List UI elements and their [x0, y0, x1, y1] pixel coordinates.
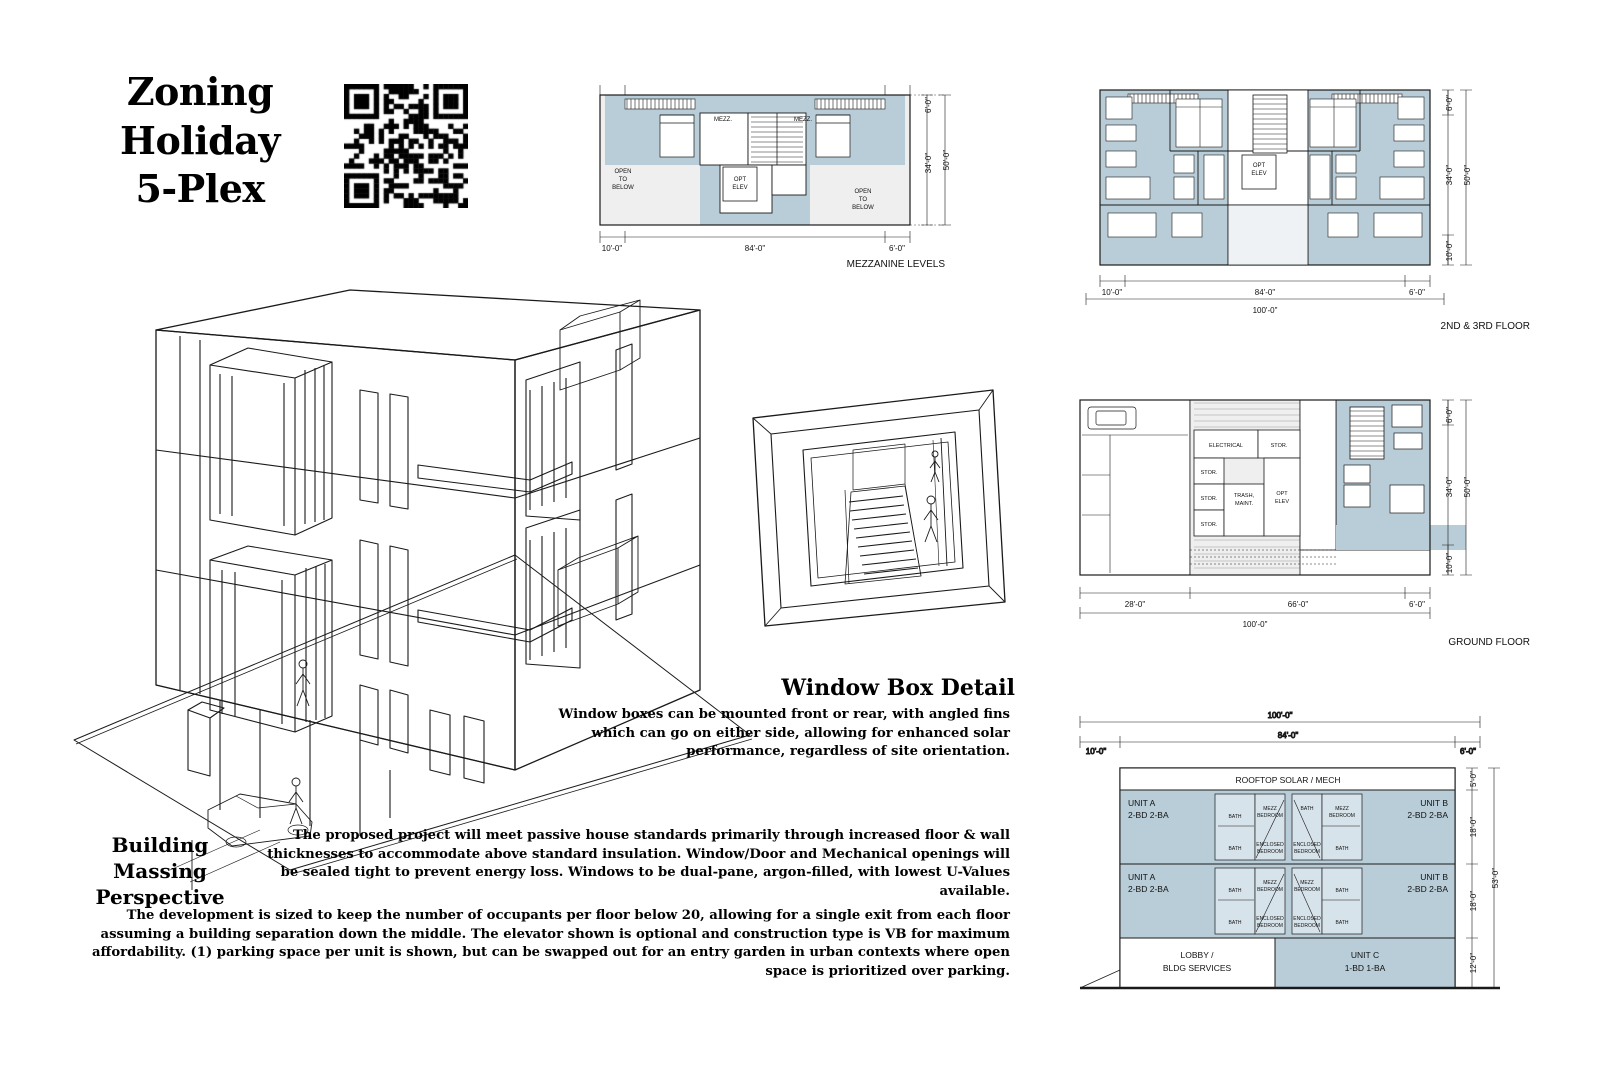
- svg-text:34'-0": 34'-0": [924, 152, 933, 174]
- svg-text:TRASH,: TRASH,: [1233, 493, 1255, 499]
- ground-floor-plan-panel: [1060, 375, 1560, 665]
- svg-text:BATH: BATH: [1335, 888, 1349, 894]
- svg-text:6'-0": 6'-0": [1409, 600, 1425, 609]
- svg-text:TO: TO: [618, 177, 628, 183]
- svg-text:BELOW: BELOW: [852, 205, 874, 211]
- perspective-caption-line-3: Perspective: [95, 885, 225, 909]
- svg-text:MEZZ: MEZZ: [1263, 806, 1277, 812]
- upper-floor-plan-label: 2ND & 3RD FLOOR: [1440, 321, 1530, 332]
- perspective-caption-line-2: Massing: [113, 859, 207, 883]
- qr-code: [344, 84, 468, 208]
- svg-text:84'-0": 84'-0": [1277, 731, 1299, 740]
- svg-text:2-BD 2-BA: 2-BD 2-BA: [1407, 810, 1448, 820]
- svg-text:12'-0": 12'-0": [1469, 952, 1478, 974]
- perspective-caption: [70, 832, 250, 910]
- svg-text:ENCLOSED: ENCLOSED: [1293, 842, 1321, 848]
- svg-text:18'-0": 18'-0": [1469, 890, 1478, 912]
- svg-text:100'-0": 100'-0": [1267, 711, 1293, 720]
- svg-text:UNIT B: UNIT B: [1420, 798, 1448, 808]
- building-section-panel: [1060, 700, 1560, 1015]
- svg-text:UNIT A: UNIT A: [1128, 798, 1156, 808]
- svg-text:BATH: BATH: [1335, 846, 1349, 852]
- svg-text:MEZZ.: MEZZ.: [714, 117, 732, 123]
- svg-text:18'-0": 18'-0": [1469, 816, 1478, 838]
- svg-text:50'-0": 50'-0": [942, 149, 951, 171]
- svg-text:6'-0": 6'-0": [924, 97, 933, 113]
- svg-text:UNIT A: UNIT A: [1128, 872, 1156, 882]
- svg-text:2-BD 2-BA: 2-BD 2-BA: [1407, 884, 1448, 894]
- svg-text:6'-0": 6'-0": [1445, 95, 1454, 111]
- svg-text:100'-0": 100'-0": [1252, 306, 1278, 315]
- window-box-paragraph-3: The development is sized to keep the number of occupants per floor below 20, allowing for a single exit from each floor assuming a building separation down the middle. The elevator shown is optional and construction type is VB for maximum affordability. (1) parking space per unit is shown, but can be swapped out for an entry garden in urban contexts where open space is prioritized over parking.: [91, 908, 1010, 980]
- window-box-detail-heading: Window Box Detail: [781, 675, 1015, 701]
- building-massing-perspective: [60, 270, 760, 890]
- svg-text:6'-0": 6'-0": [889, 244, 905, 253]
- svg-text:LOBBY /: LOBBY /: [1180, 950, 1214, 960]
- title-line-3: 5-Plex: [135, 166, 265, 212]
- perspective-caption-line-1: Building: [111, 833, 209, 857]
- svg-text:UNIT C: UNIT C: [1350, 950, 1380, 960]
- svg-text:34'-0": 34'-0": [1445, 476, 1454, 498]
- svg-text:BATH: BATH: [1228, 814, 1242, 820]
- svg-text:BEDROOM: BEDROOM: [1294, 923, 1320, 929]
- svg-text:6'-0": 6'-0": [1409, 288, 1425, 297]
- svg-text:2-BD 2-BA: 2-BD 2-BA: [1128, 884, 1169, 894]
- svg-text:MEZZ: MEZZ: [1335, 806, 1349, 812]
- section-roof-label: ROOFTOP SOLAR / MECH: [1235, 775, 1341, 785]
- svg-text:100'-0": 100'-0": [1242, 620, 1268, 629]
- title-line-2: Holiday: [120, 117, 280, 163]
- svg-text:28'-0": 28'-0": [1124, 600, 1146, 609]
- svg-text:BEDROOM: BEDROOM: [1257, 887, 1283, 893]
- svg-text:ENCLOSED: ENCLOSED: [1256, 842, 1284, 848]
- svg-text:MEZZ.: MEZZ.: [794, 117, 812, 123]
- svg-text:OPT: OPT: [1252, 163, 1266, 169]
- svg-text:10'-0": 10'-0": [1101, 288, 1123, 297]
- mezzanine-plan-label: MEZZANINE LEVELS: [846, 259, 945, 270]
- svg-text:10'-0": 10'-0": [1445, 240, 1454, 262]
- svg-text:84'-0": 84'-0": [744, 244, 766, 253]
- svg-text:BEDROOM: BEDROOM: [1294, 849, 1320, 855]
- svg-text:STOR.: STOR.: [1200, 496, 1218, 502]
- svg-text:BATH: BATH: [1228, 846, 1242, 852]
- svg-text:OPEN: OPEN: [854, 189, 872, 195]
- svg-text:ENCLOSED: ENCLOSED: [1256, 916, 1284, 922]
- svg-text:BATH: BATH: [1300, 806, 1314, 812]
- upper-floor-plan-panel: [1060, 55, 1560, 345]
- svg-text:BLDG SERVICES: BLDG SERVICES: [1162, 963, 1232, 973]
- svg-text:BATH: BATH: [1228, 920, 1242, 926]
- svg-text:10'-0": 10'-0": [1085, 747, 1107, 756]
- ground-floor-plan-label: GROUND FLOOR: [1448, 637, 1530, 648]
- svg-text:5'-0": 5'-0": [1469, 771, 1478, 787]
- window-box-detail-drawing: [745, 380, 1010, 630]
- svg-text:50'-0": 50'-0": [1463, 476, 1472, 498]
- svg-text:BELOW: BELOW: [612, 185, 634, 191]
- svg-text:ELECTRICAL: ELECTRICAL: [1209, 443, 1243, 449]
- svg-text:53'-0": 53'-0": [1491, 867, 1500, 889]
- svg-text:34'-0": 34'-0": [1445, 164, 1454, 186]
- svg-text:BEDROOM: BEDROOM: [1294, 887, 1320, 893]
- svg-text:TO: TO: [858, 197, 868, 203]
- svg-text:OPT: OPT: [733, 177, 747, 183]
- svg-text:OPT: OPT: [1276, 491, 1288, 497]
- svg-text:10'-0": 10'-0": [601, 244, 623, 253]
- svg-text:BEDROOM: BEDROOM: [1257, 849, 1283, 855]
- svg-text:BATH: BATH: [1335, 920, 1349, 926]
- svg-text:6'-0": 6'-0": [1460, 747, 1476, 756]
- svg-text:BEDROOM: BEDROOM: [1257, 813, 1283, 819]
- svg-text:MEZZ: MEZZ: [1300, 880, 1314, 886]
- svg-text:ELEV: ELEV: [732, 185, 748, 191]
- svg-text:UNIT B: UNIT B: [1420, 872, 1448, 882]
- svg-text:50'-0": 50'-0": [1463, 164, 1472, 186]
- svg-text:1-BD 1-BA: 1-BD 1-BA: [1344, 963, 1386, 973]
- svg-text:OPEN: OPEN: [614, 169, 632, 175]
- svg-text:STOR.: STOR.: [1200, 522, 1218, 528]
- svg-text:STOR.: STOR.: [1270, 443, 1288, 449]
- title-line-1: Zoning: [126, 69, 274, 114]
- svg-text:STOR.: STOR.: [1200, 470, 1218, 476]
- mezzanine-plan-panel: [545, 55, 1005, 290]
- page-title: [70, 68, 330, 214]
- svg-text:BEDROOM: BEDROOM: [1257, 923, 1283, 929]
- svg-text:MAINT.: MAINT.: [1234, 501, 1254, 507]
- window-box-paragraph-1: Window boxes can be mounted front or rear, with angled fins which can go on either side, allowing for enhanced solar performance, regardless of site orientation.: [558, 707, 1010, 760]
- svg-text:BEDROOM: BEDROOM: [1329, 813, 1355, 819]
- svg-text:ELEV: ELEV: [1274, 499, 1290, 505]
- svg-text:66'-0": 66'-0": [1287, 600, 1309, 609]
- svg-text:ELEV: ELEV: [1251, 171, 1267, 177]
- window-box-paragraph-2: The proposed project will meet passive house standards primarily through increased floor & wall thicknesses to accommodate above standard insulation. Window/Door and Mechanical openings will be sealed tight to prevent energy loss. Windows to be dual-pane, argon-filled, with lowest U-Values available.: [267, 828, 1010, 900]
- svg-text:ENCLOSED: ENCLOSED: [1293, 916, 1321, 922]
- svg-text:2-BD 2-BA: 2-BD 2-BA: [1128, 810, 1169, 820]
- svg-text:6'-0": 6'-0": [1445, 407, 1454, 423]
- svg-text:10'-0": 10'-0": [1445, 552, 1454, 574]
- svg-text:84'-0": 84'-0": [1254, 288, 1276, 297]
- svg-text:BATH: BATH: [1228, 888, 1242, 894]
- svg-text:MEZZ: MEZZ: [1263, 880, 1277, 886]
